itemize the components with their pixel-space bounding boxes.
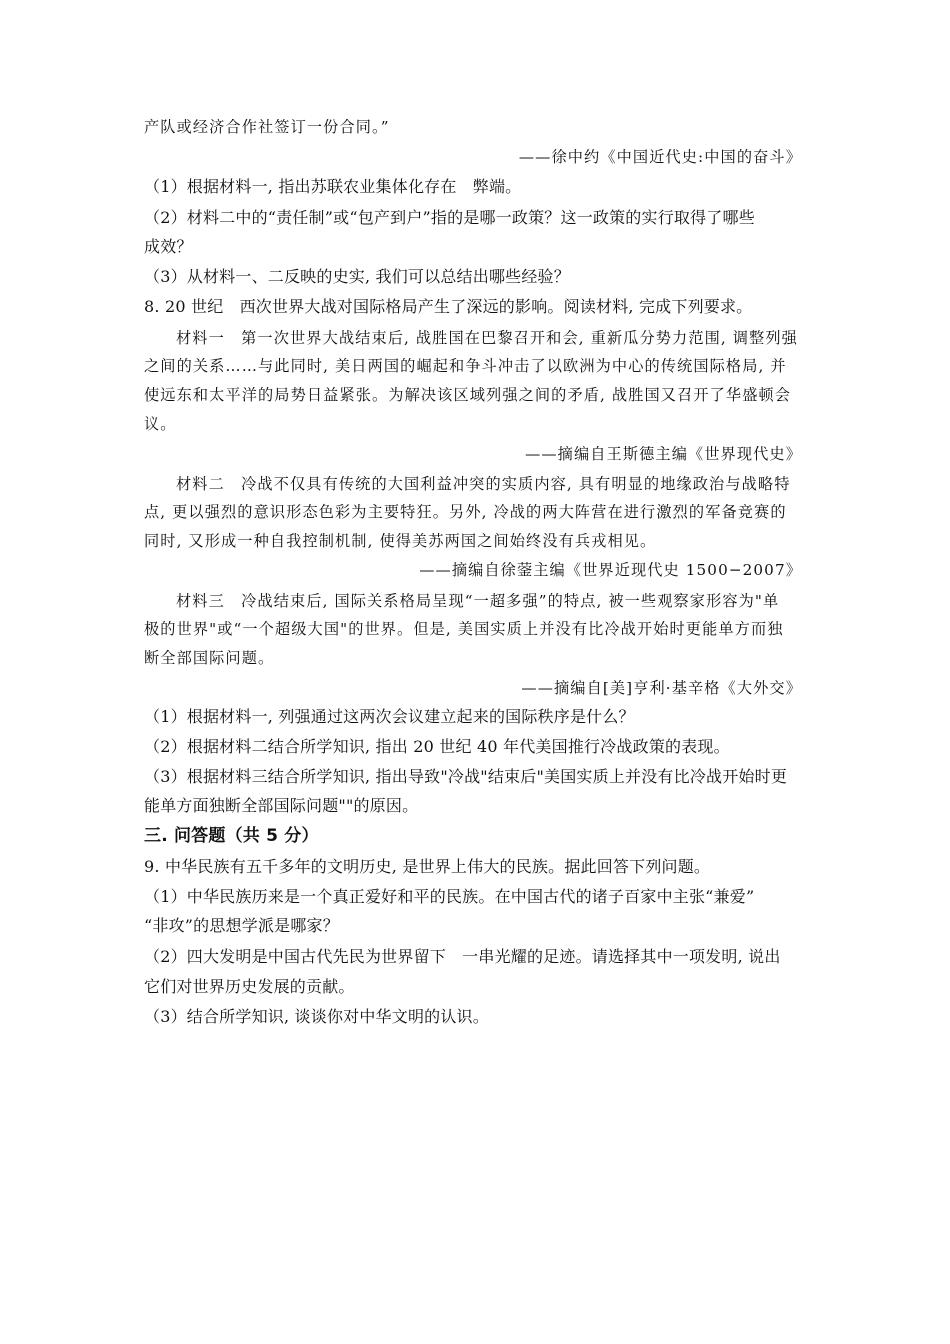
question-line: 能单方面独断全部国际问题""的原因。 [144,796,419,815]
question-line: 成效？ [144,237,193,256]
section-heading: 三. 问答题（共 5 分） [144,826,319,846]
material-text-line: 同时, 又形成一种自我控制机制, 使得美苏两国之间始终没有兵戎相见。 [144,532,657,550]
question-line: （2）材料二中的“责任制”或“包产到户”指的是哪一政策？这一政策的实行取得了哪些 [144,208,755,227]
material-text-line: 极的世界"或“一个超级大国"的世界。但是, 美国实质上并没有比冷战开始时更能单方而独 [144,620,784,638]
question-line: （1）中华民族历来是一个真正爱好和平的民族。在中国古代的诸子百家中主张“兼爱” [144,887,755,906]
question-heading: 9. 中华民族有五千多年的文明历史, 是世界上伟大的民族。据此回答下列问题。 [144,857,711,876]
question-line: （2）四大发明是中国古代先民为世界留下 一串光耀的足迹。请选择其中一项发明, 说出 [144,947,781,966]
source-citation: ——徐中约《中国近代史:中国的奋斗》 [518,148,802,166]
question-line: （2）根据材料二结合所学知识, 指出 20 世纪 40 年代美国推行冷战政策的表现。 [144,737,730,756]
material-text-line: 使远东和太平洋的局势日益紧张。为解决该区域列强之间的矛盾, 战胜国又召开了华盛顿会 [144,386,792,404]
source-citation: ——摘编自[美]亨利·基辛格《大外交》 [521,679,802,697]
source-citation: ——摘编自王斯德主编《世界现代史》 [525,445,802,463]
question-line: （3）结合所学知识, 谈谈你对中华文明的认识。 [144,1007,489,1026]
question-line: （1）根据材料一, 指出苏联农业集体化存在 弊端。 [144,177,522,196]
material-text-line: 材料一 第一次世界大战结束后, 战胜国在巴黎召开和会, 重新瓜分势力范围, 调整列强 [176,329,798,347]
question-line: 它们对世界历史发展的贡献。 [144,977,355,996]
material-text-line: 点, 更以强烈的意识形态色彩为主要特狂。另外, 冷战的两大阵营在进行激烈的军备竞赛的 [144,503,787,521]
material-text-line: 断全部国际问题。 [144,649,275,667]
material-text-line: 材料二 冷战不仅具有传统的大国利益冲突的实质内容, 具有明显的地缘政治与战略特 [176,475,791,493]
material-text-line: 之间的关系……与此同时, 美日两国的崛起和争斗冲击了以欧洲为中心的传统国际格局, 并 [144,357,787,375]
material-text-line: 产队或经济合作社签订一份合同。” [144,118,390,136]
material-text-line: 材料三 冷战结束后, 国际关系格局呈现“一超多强”的特点, 被一些观察家形容为"单 [176,592,780,610]
question-line: （3）根据材料三结合所学知识, 指出导致"冷战"结束后"美国实质上并没有比冷战开始时更 [144,767,788,786]
question-line: “非攻”的思想学派是哪家？ [144,916,339,935]
question-heading: 8. 20 世纪 西次世界大战对国际格局产生了深远的影响。阅读材料, 完成下列要求。 [144,297,753,316]
question-line: （1）根据材料一, 列强通过这两次会议建立起来的国际秩序是什么？ [144,707,635,726]
source-citation: ——摘编自徐蓥主编《世界近现代史 1500−2007》 [419,561,802,579]
question-line: （3）从材料一、二反映的史实, 我们可以总结出哪些经验？ [144,267,570,286]
material-text-line: 议。 [144,415,177,433]
